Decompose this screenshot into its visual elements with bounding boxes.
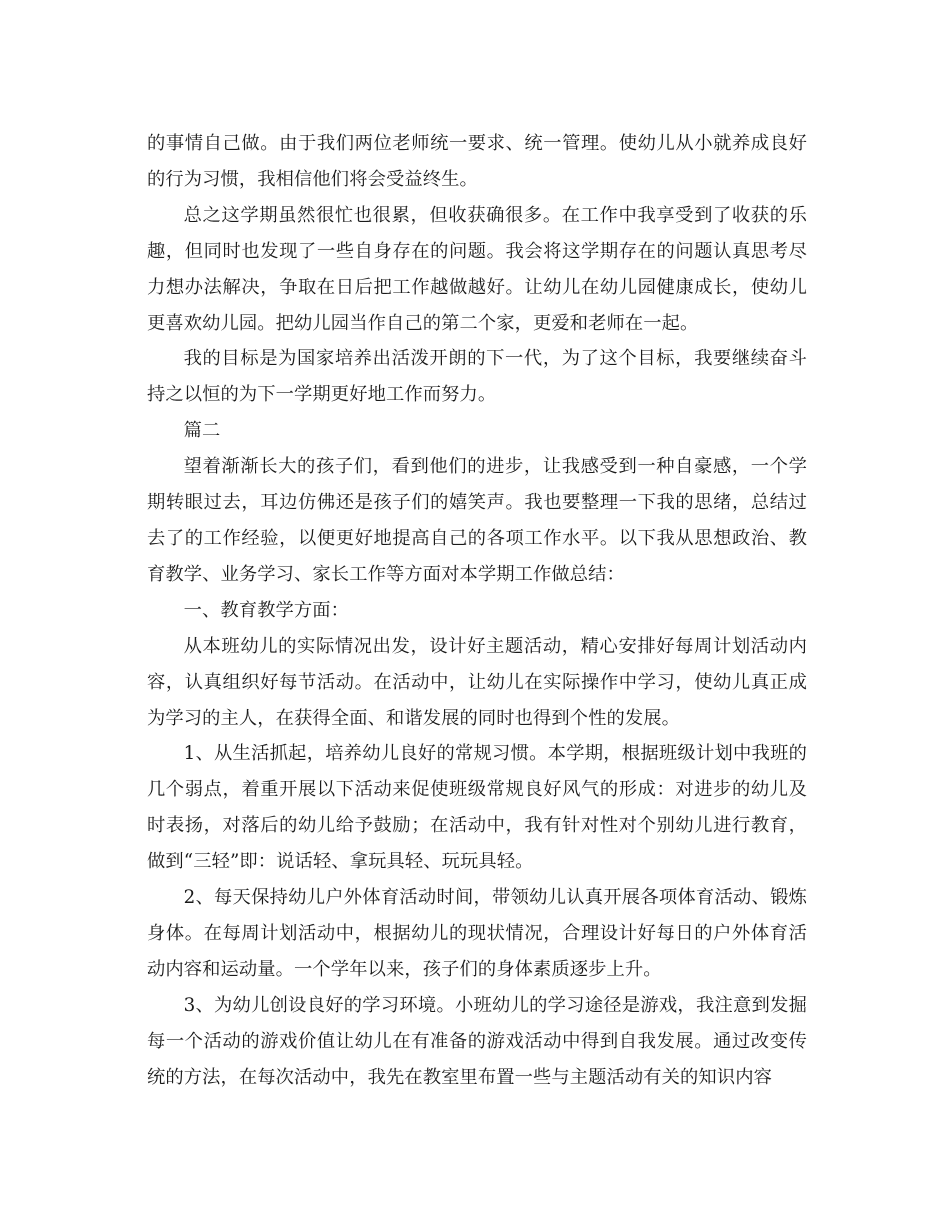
document-body bbox=[147, 126, 807, 1095]
list-item-1: 1、从生活抓起，培养幼儿良好的常规习惯。本学期，根据班级计划中我班的几个弱点，着重开展以下活动来促使班级常规良好风气的形成：对进步的幼儿及时表扬，对落后的幼儿给予鼓励；在活动中，我有针对性对个别幼儿进行教育，做到“三轻”即：说话轻、拿玩具轻、玩玩具轻。 bbox=[147, 743, 807, 873]
subheading-teaching: 一、教育教学方面： bbox=[183, 599, 350, 621]
paragraph-7: 从本班幼儿的实际情况出发，设计好主题活动，精心安排好每周计划活动内容，认真组织好每节活动。在活动中，让幼儿在实际操作中学习，使幼儿真正成为学习的主人，在获得全面、和谐发展的同时也得到个性的发展。 bbox=[147, 635, 807, 729]
paragraph-2: 总之这学期虽然很忙也很累，但收获确很多。在工作中我享受到了收获的乐趣，但同时也发现了一些自身存在的问题。我会将这学期存在的问题认真思考尽力想办法解决，争取在日后把工作越做越好。让幼儿在幼儿园健康成长，使幼儿更喜欢幼儿园。把幼儿园当作自己的第二个家，更爱和老师在一起。 bbox=[147, 204, 807, 334]
paragraph-1: 的事情自己做。由于我们两位老师统一要求、统一管理。使幼儿从小就养成良好的行为习惯，我相信他们将会受益终生。 bbox=[147, 133, 807, 190]
paragraph-3: 我的目标是为国家培养出活泼开朗的下一代，为了这个目标，我要继续奋斗持之以恒的为下一学期更好地工作而努力。 bbox=[147, 348, 807, 406]
list-item-2: 2、每天保持幼儿户外体育活动时间，带领幼儿认真开展各项体育活动、锻炼身体。在每周计划活动中，根据幼儿的现状情况，合理设计好每日的户外体育活动内容和运动量。一个学年以来，孩子们的身体素质逐步上升。 bbox=[147, 887, 807, 980]
list-item-3: 3、为幼儿创设良好的学习环境。小班幼儿的学习途径是游戏，我注意到发掘每一个活动的游戏价值让幼儿在有准备的游戏活动中得到自我发展。通过改变传统的方法，在每次活动中，我先在教室里布置一些与主题活动有关的知识内容 bbox=[147, 994, 807, 1088]
paragraph-5: 望着渐渐长大的孩子们，看到他们的进步，让我感受到一种自豪感，一个学期转眼过去，耳边仿佛还是孩子们的嬉笑声。我也要整理一下我的思绪，总结过去了的工作经验，以便更好地提高自己的各项工作水平。以下我从思想政治、教育教学、业务学习、家长工作等方面对本学期工作做总结： bbox=[147, 456, 807, 585]
section-heading-part-two: 篇二 bbox=[183, 420, 221, 442]
